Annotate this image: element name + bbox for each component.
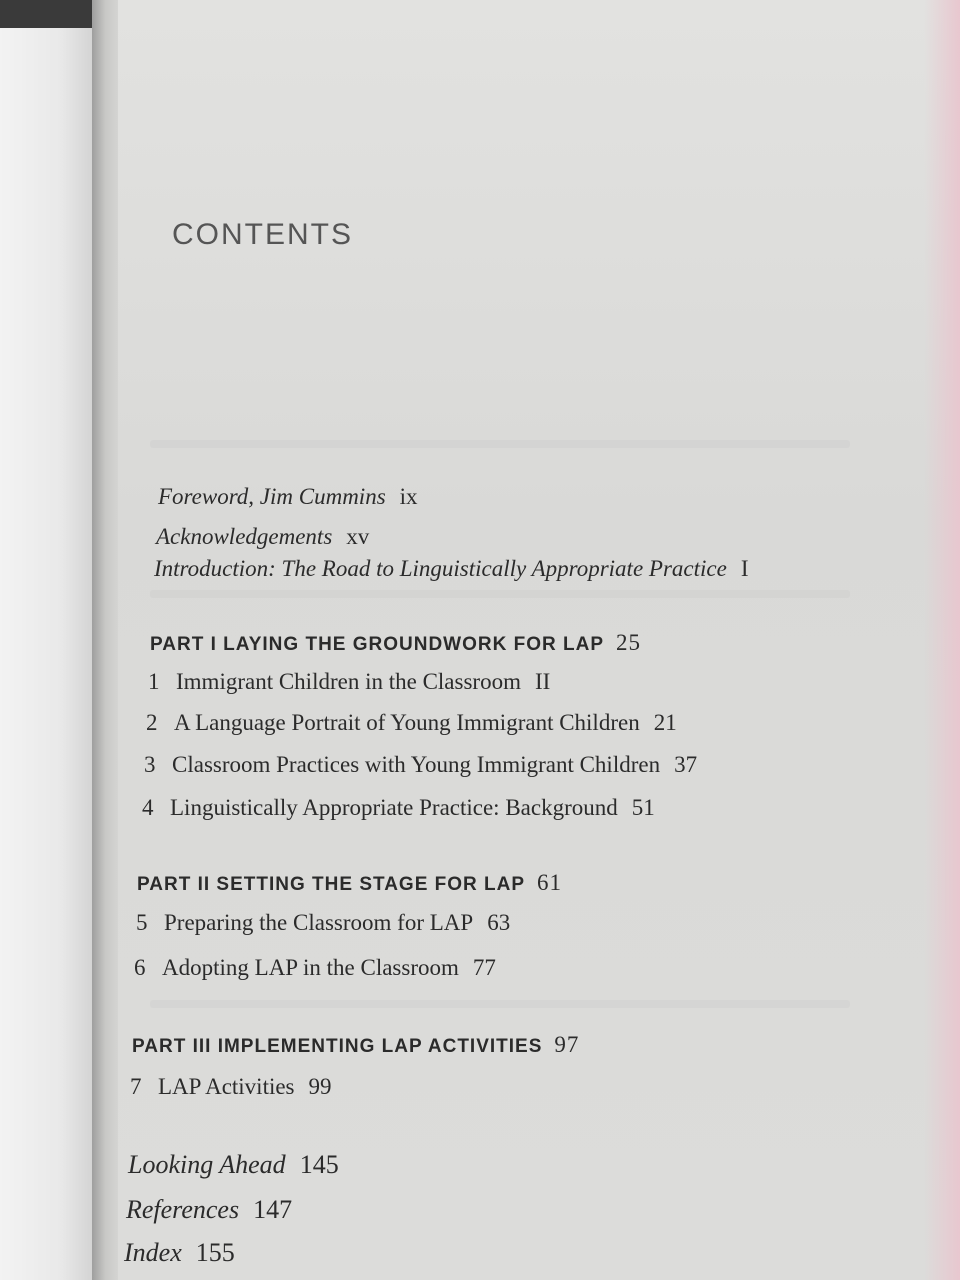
part-heading-1 (150, 630, 641, 656)
entry-page: xv (346, 524, 370, 549)
bleed-through-text (150, 440, 850, 448)
chapter-label: Adopting LAP in the Classroom (162, 955, 459, 980)
chapter-label: Linguistically Appropriate Practice: Background (170, 795, 618, 820)
toc-chapter-4 (142, 795, 655, 821)
entry-label: Acknowledgements (156, 524, 333, 549)
entry-label: Foreword, Jim Cummins (158, 484, 386, 509)
chapter-number: 5 (136, 910, 148, 935)
page-title: CONTENTS (172, 218, 353, 251)
toc-entry-looking-ahead (128, 1150, 339, 1180)
chapter-number: 6 (134, 955, 146, 980)
entry-page: 147 (253, 1195, 293, 1224)
entry-page: ix (399, 484, 418, 509)
part-page: 97 (554, 1032, 580, 1057)
chapter-page: 37 (674, 752, 698, 777)
page-edge (924, 0, 960, 1280)
chapter-page: 51 (631, 795, 655, 820)
toc-entry-index (124, 1238, 235, 1268)
chapter-page: 77 (472, 955, 496, 980)
part-label: PART I LAYING THE GROUNDWORK FOR LAP (150, 634, 604, 655)
part-label: PART II SETTING THE STAGE FOR LAP (137, 874, 526, 895)
entry-label: References (126, 1195, 240, 1224)
chapter-number: 2 (146, 710, 158, 735)
entry-page: 145 (299, 1150, 339, 1179)
bleed-through-text (150, 590, 850, 598)
chapter-number: 4 (142, 795, 154, 820)
toc-chapter-7 (130, 1074, 332, 1100)
toc-chapter-1 (148, 669, 550, 695)
chapter-number: 1 (148, 669, 160, 694)
toc-chapter-5 (136, 910, 510, 936)
toc-entry-introduction (154, 556, 748, 582)
part-heading-3 (132, 1032, 579, 1058)
toc-entry-references (126, 1195, 292, 1225)
chapter-label: Preparing the Classroom for LAP (164, 910, 474, 935)
entry-label: Index (124, 1238, 182, 1267)
entry-page: I (740, 556, 749, 581)
part-heading-2 (137, 870, 562, 896)
toc-chapter-3 (144, 752, 697, 778)
entry-label: Introduction: The Road to Linguistically Appropriate Practice (154, 556, 727, 581)
left-page (0, 0, 100, 1280)
chapter-number: 3 (144, 752, 156, 777)
chapter-page: 63 (487, 910, 511, 935)
toc-chapter-6 (134, 955, 496, 981)
chapter-page: 21 (653, 710, 677, 735)
bleed-through-text (150, 1000, 850, 1008)
toc-entry-acknowledgements (156, 524, 369, 550)
chapter-label: LAP Activities (158, 1074, 295, 1099)
entry-label: Looking Ahead (128, 1150, 286, 1179)
chapter-label: A Language Portrait of Young Immigrant Children (174, 710, 640, 735)
entry-page: 155 (195, 1238, 235, 1267)
chapter-label: Immigrant Children in the Classroom (176, 669, 521, 694)
chapter-page: 99 (308, 1074, 332, 1099)
chapter-label: Classroom Practices with Young Immigrant Children (172, 752, 661, 777)
part-label: PART III IMPLEMENTING LAP ACTIVITIES (132, 1036, 543, 1057)
part-page: 25 (616, 630, 641, 655)
part-page: 61 (537, 870, 563, 895)
toc-entry-foreword (158, 484, 418, 510)
toc-chapter-2 (146, 710, 677, 736)
chapter-number: 7 (130, 1074, 142, 1099)
chapter-page: II (534, 669, 551, 694)
